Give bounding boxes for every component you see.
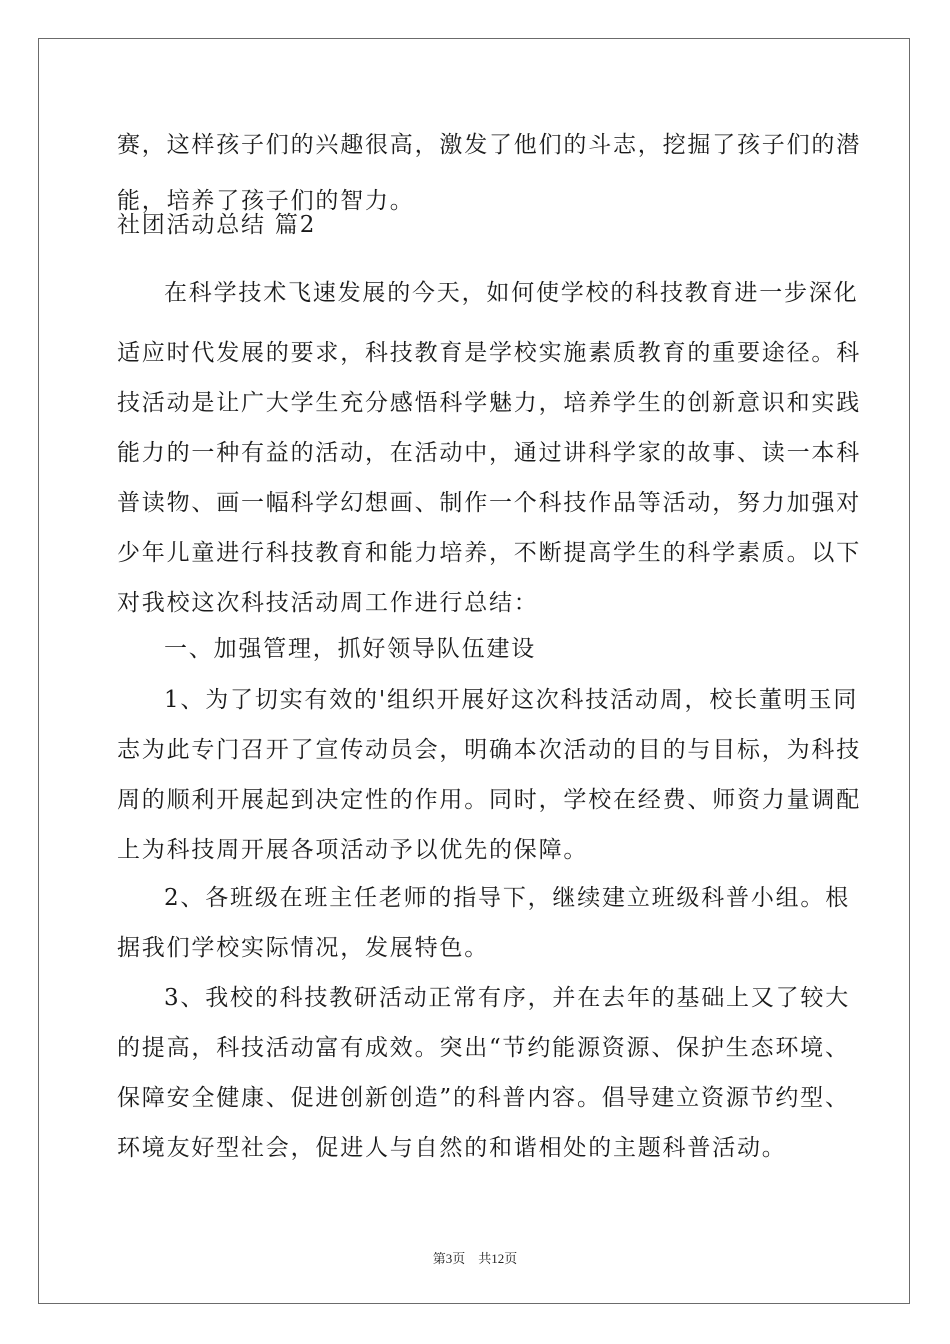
text-line: 少年儿童进行科技教育和能力培养，不断提高学生的科学素质。以下 <box>117 540 861 566</box>
text-line: 上为科技周开展各项活动予以优先的保障。 <box>117 837 589 863</box>
text-line: 在科学技术飞速发展的今天，如何使学校的科技教育进一步深化 <box>164 280 859 306</box>
subheading: 一、加强管理，抓好领导队伍建设 <box>164 636 536 662</box>
text-line: 保障安全健康、促进创新创造”的科普内容。倡导建立资源节约型、 <box>117 1085 850 1111</box>
text-line: 周的顺利开展起到决定性的作用。同时，学校在经费、师资力量调配 <box>117 787 861 813</box>
section-heading: 社团活动总结 篇2 <box>117 212 317 238</box>
text-line: 能，培养了孩子们的智力。 <box>117 188 415 214</box>
text-line: 1、为了切实有效的'组织开展好这次科技活动周，校长董明玉同 <box>164 687 859 713</box>
text-line: 据我们学校实际情况，发展特色。 <box>117 935 489 961</box>
text-line: 3、我校的科技教研活动正常有序，并在去年的基础上又了较大 <box>164 985 851 1011</box>
page-footer: 第3页 共12页 <box>432 1251 518 1266</box>
text-line: 技活动是让广大学生充分感悟科学魅力，培养学生的创新意识和实践 <box>117 390 861 416</box>
text-line: 赛，这样孩子们的兴趣很高，激发了他们的斗志，挖掘了孩子们的潜 <box>117 132 861 158</box>
text-line: 适应时代发展的要求，科技教育是学校实施素质教育的重要途径。科 <box>117 340 861 366</box>
text-line: 的提高，科技活动富有成效。突出“节约能源资源、保护生态环境、 <box>117 1035 850 1061</box>
text-line: 对我校这次科技活动周工作进行总结： <box>117 590 539 616</box>
text-line: 志为此专门召开了宣传动员会，明确本次活动的目的与目标，为科技 <box>117 737 861 763</box>
text-line: 普读物、画一幅科学幻想画、制作一个科技作品等活动，努力加强对 <box>117 490 861 516</box>
text-line: 能力的一种有益的活动，在活动中，通过讲科学家的故事、读一本科 <box>117 440 861 466</box>
text-line: 环境友好型社会，促进人与自然的和谐相处的主题科普活动。 <box>117 1135 787 1161</box>
text-line: 2、各班级在班主任老师的指导下，继续建立班级科普小组。根 <box>164 885 851 911</box>
